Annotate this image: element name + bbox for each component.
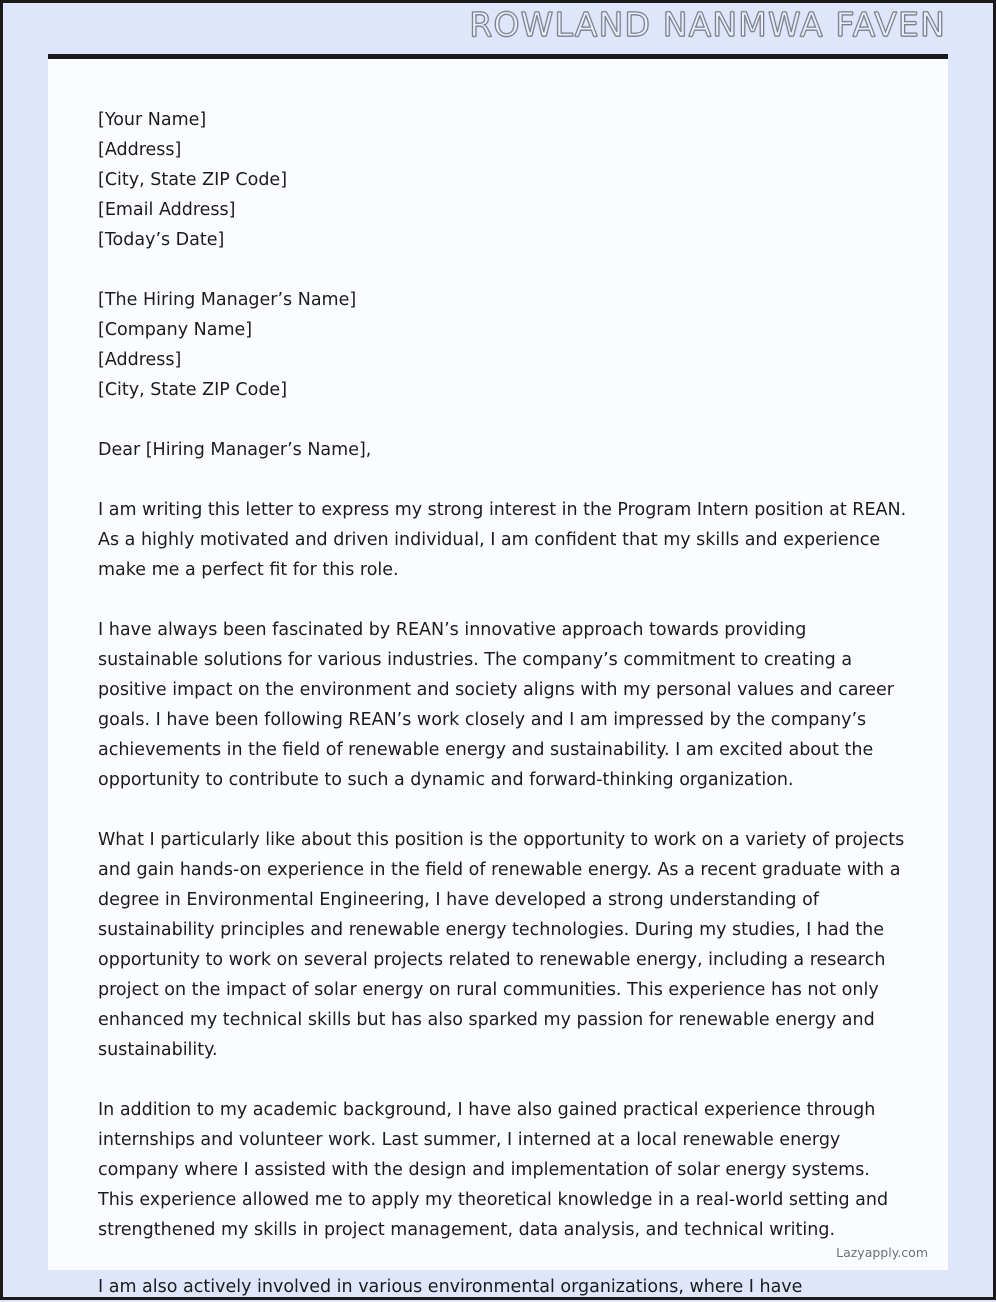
sender-line: [City, State ZIP Code] — [98, 170, 288, 190]
recipient-line: [City, State ZIP Code] — [98, 380, 288, 400]
letter-paragraph-3: What I particularly like about this position is the opportunity to work on a variety of projects and gain hands-on experience in the field of renewable energy. As a recent graduate with a degree in Environmental Engineering, I have developed a strong understanding of sustainability principles and renewable energy technologies. During my studies, I had the opportunity to work on several projects related to renewable energy, including a research project on the impact of solar energy on rural communities. This experience has not only enhanced my technical skills but has also sparked my passion for renewable energy and sustainability. — [98, 830, 905, 1060]
spacer — [98, 405, 908, 435]
document-header — [0, 0, 996, 56]
sender-line: [Today’s Date] — [98, 230, 225, 250]
sender-address-block — [98, 105, 908, 255]
spacer — [98, 255, 908, 285]
recipient-line: [Company Name] — [98, 320, 253, 340]
cover-letter-sheet — [48, 54, 948, 1270]
letter-paragraph-2: I have always been fascinated by REAN’s innovative approach towards providing sustainable solutions for various industries. The company’s commitment to creating a positive impact on the environment and society aligns with my personal values and career goals. I have been following REAN’s work closely and I am impressed by the company’s achievements in the field of renewable energy and sustainability. I am excited about the opportunity to contribute to such a dynamic and forward-thinking organization. — [98, 620, 894, 790]
page-title: ROWLAND NANMWA FAVEN — [469, 5, 946, 44]
letter-paragraph-4: In addition to my academic background, I have also gained practical experience through internships and volunteer work. Last summer, I interned at a local renewable energy company where I assisted with the design and implementation of solar energy systems. This experience allowed me to apply my theoretical knowledge in a real-world setting and strengthened my skills in project management, data analysis, and technical writing. — [98, 1100, 889, 1240]
letter-paragraph-1: I am writing this letter to express my strong interest in the Program Intern position at REAN. As a highly motivated and driven individual, I am confident that my skills and experience make me a perfect fit for this role. — [98, 500, 907, 580]
sender-line: [Your Name] — [98, 110, 207, 130]
sender-line: [Address] — [98, 140, 182, 160]
sender-line: [Email Address] — [98, 200, 236, 220]
watermark: Lazyapply.com — [836, 1245, 928, 1260]
letter-paragraph-5-overflow: I am also actively involved in various environmental organizations, where I have — [98, 1277, 803, 1297]
recipient-line: [Address] — [98, 350, 182, 370]
salutation: Dear [Hiring Manager’s Name], — [98, 440, 372, 460]
recipient-line: [The Hiring Manager’s Name] — [98, 290, 357, 310]
recipient-address-block — [98, 285, 908, 405]
cover-letter-body — [98, 105, 908, 1270]
